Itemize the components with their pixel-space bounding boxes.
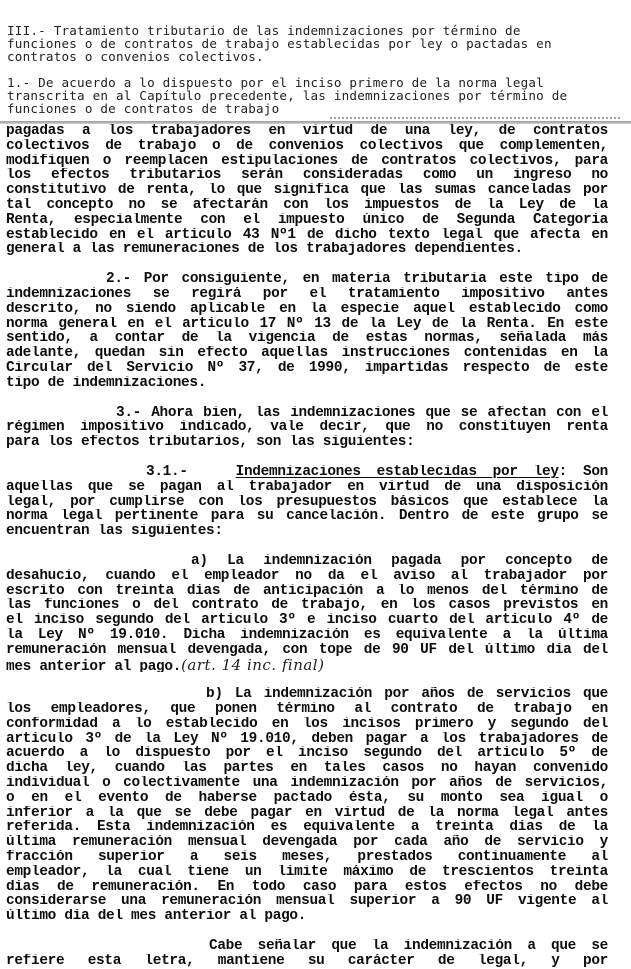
text-line: establecido en el artículo 43 Nº1 de dicho texto legal que afecta en (6, 227, 608, 243)
text-line: b) La indemnización por años de servicios que (206, 687, 608, 703)
paragraph-c (6, 939, 608, 969)
paragraph-a (6, 554, 608, 672)
text-line: Cabe señalar que la indemnización a que se (209, 939, 608, 954)
text-line: colectivos de trabajo o de convenios colectivos que complementen, (6, 138, 608, 154)
text-line: dicha ley, cuando las partes en tales casos no hayan convenido (6, 761, 608, 777)
paragraph-1 (6, 124, 608, 257)
text-line: desahucio, cuando el empleador no da el aviso al trabajador por (6, 568, 608, 584)
text-line: última remuneración mensual devengada por cada año de servicio y (6, 835, 608, 851)
text-line: constitutivo de renta, lo que significa que las sumas canceladas por (6, 183, 608, 198)
text-line: Circular del Servicio Nº 37, de 1990, impartidas respecto de este (6, 360, 608, 376)
text-line (6, 658, 608, 673)
text-line: Renta, especialmente con el impuesto único de Segunda Categoría (6, 212, 608, 228)
text-line: referida. Esta indemnización es equivalente a treinta días de la (6, 820, 608, 836)
text-line: empleador, la cual tiene un límite máximo de trescientos treinta (6, 864, 608, 880)
header-line: funciones o de contratos de trabajo establecidas por ley o pactadas en (7, 36, 552, 51)
paragraph-2 (6, 272, 608, 390)
text-line: las funciones o del contrato de trabajo, en los casos previstos en (6, 598, 608, 614)
text-line: indemnizaciones se regirá por el tratamiento impositivo antes (6, 286, 608, 302)
text-line: aquellas que se pagan al trabajador en virtud de una disposición (6, 479, 608, 495)
text-line: artículo 3º de la Ley Nº 19.010, deben pagar a los trabajadores de (6, 731, 608, 747)
text-line: los empleadores, que ponen término al contrato de trabajo en (6, 702, 608, 717)
text-line: remuneración mensual devengada, con tope de 90 UF del último día del (6, 642, 608, 658)
text-line: individual o colectivamente una indemnización por años de servicios, (6, 776, 608, 791)
last-line-text: mes anterior al pago. (6, 658, 182, 673)
text-line: régimen impositivo indicado, vale decir, que no constituyen renta (6, 420, 608, 436)
text-line: modifiquen o reemplacen estipulaciones de contratos colectivos, para (6, 153, 608, 169)
heading-tail: : Son (558, 464, 608, 480)
text-line: los efectos tributarios serán consideradas como un ingreso no (6, 168, 608, 184)
text-line: acuerdo a lo dispuesto por el inciso segundo del artículo 5º de (6, 746, 608, 762)
text-line: tal concepto no se afectarán con los impuestos de la Ley de la (6, 197, 608, 213)
body-text (6, 124, 608, 969)
text-line: legal, por cumplirse con los presupuestos básicos que establece la (6, 494, 608, 510)
text-line: escrito con treinta días de anticipación a lo menos del término de (6, 583, 608, 599)
text-line: refiere esta letra, mantiene su carácter de legal, y por (6, 953, 608, 969)
text-line: conformidad a lo establecido en los incisos primero y segundo del (6, 716, 608, 732)
text-line: fracción superior a seis meses, prestados continuamente al (6, 850, 608, 865)
text-line: norma general en el artículo 17 Nº 13 de la Ley de la Renta. En este (6, 316, 608, 332)
text-line: para los efectos tributarios, son las siguientes: (6, 435, 415, 450)
text-line: 2.- Por consiguiente, en materia tributaria este tipo de (106, 272, 608, 287)
section-number: 3.1.- (146, 464, 188, 480)
section-header (7, 24, 607, 115)
text-line: días de remuneración. En todo caso para estos efectos no debe (6, 879, 608, 895)
text-line: inferior a la que se debe pagar en virtud de la norma legal antes (6, 805, 608, 821)
text-line: el inciso segundo del artículo 3º e inciso cuarto del artículo 4º de (6, 613, 608, 628)
text-line: o en el evento de haberse pactado ésta, su monto sea igual o (6, 790, 608, 806)
text-line: tipo de indemnizaciones. (6, 375, 207, 391)
handwritten-note: (art. 14 inc. final) (181, 657, 325, 673)
text-line: general a las remuneraciones de los trabajadores dependientes. (6, 242, 523, 258)
text-line: último día del mes anterior al pago. (6, 909, 307, 925)
text-line: adelante, quedan sin efecto aquellas instrucciones contenidas en la (6, 346, 608, 361)
text-line: pagadas a los trabajadores en virtud de una ley, de contratos (6, 124, 608, 139)
text-line: considerarse una remuneración mensual superior a 90 UF vigente al (6, 894, 608, 910)
header-line: funciones o de contratos de trabajo (7, 101, 280, 116)
paragraph-b (6, 687, 608, 924)
header-line: transcrita en al Capítulo precedente, las indemnizaciones por término de (7, 88, 568, 103)
text-line: 3.- Ahora bien, las indemnizaciones que se afectan con el (116, 405, 608, 421)
section-heading: Indemnizaciones establecidas por ley (235, 464, 559, 480)
text-line: la Ley Nº 19.010. Dicha indemnización es equivalente a la última (6, 627, 608, 643)
text-line (6, 465, 608, 480)
text-line: a) La indemnización pagada por concepto de (191, 553, 608, 569)
text-line: norma legal pertinente para su cancelación. Dentro de este grupo se (6, 509, 608, 525)
text-line: sentido, a contar de la vigencia de estas normas, señalada más (6, 331, 608, 347)
text-line: descrito, no siendo aplicable en la especie aquel establecido como (6, 301, 608, 317)
header-line: III.- Tratamiento tributario de las indemnizaciones por término de (7, 23, 521, 38)
paragraph-3 (6, 406, 608, 450)
paragraph-3-1 (6, 465, 608, 539)
header-line: 1.- De acuerdo a lo dispuesto por el inciso primero de la norma legal (7, 75, 544, 90)
header-line: contratos o convenios colectivos. (7, 49, 264, 64)
text-line: encuentran las siguientes: (6, 524, 223, 539)
